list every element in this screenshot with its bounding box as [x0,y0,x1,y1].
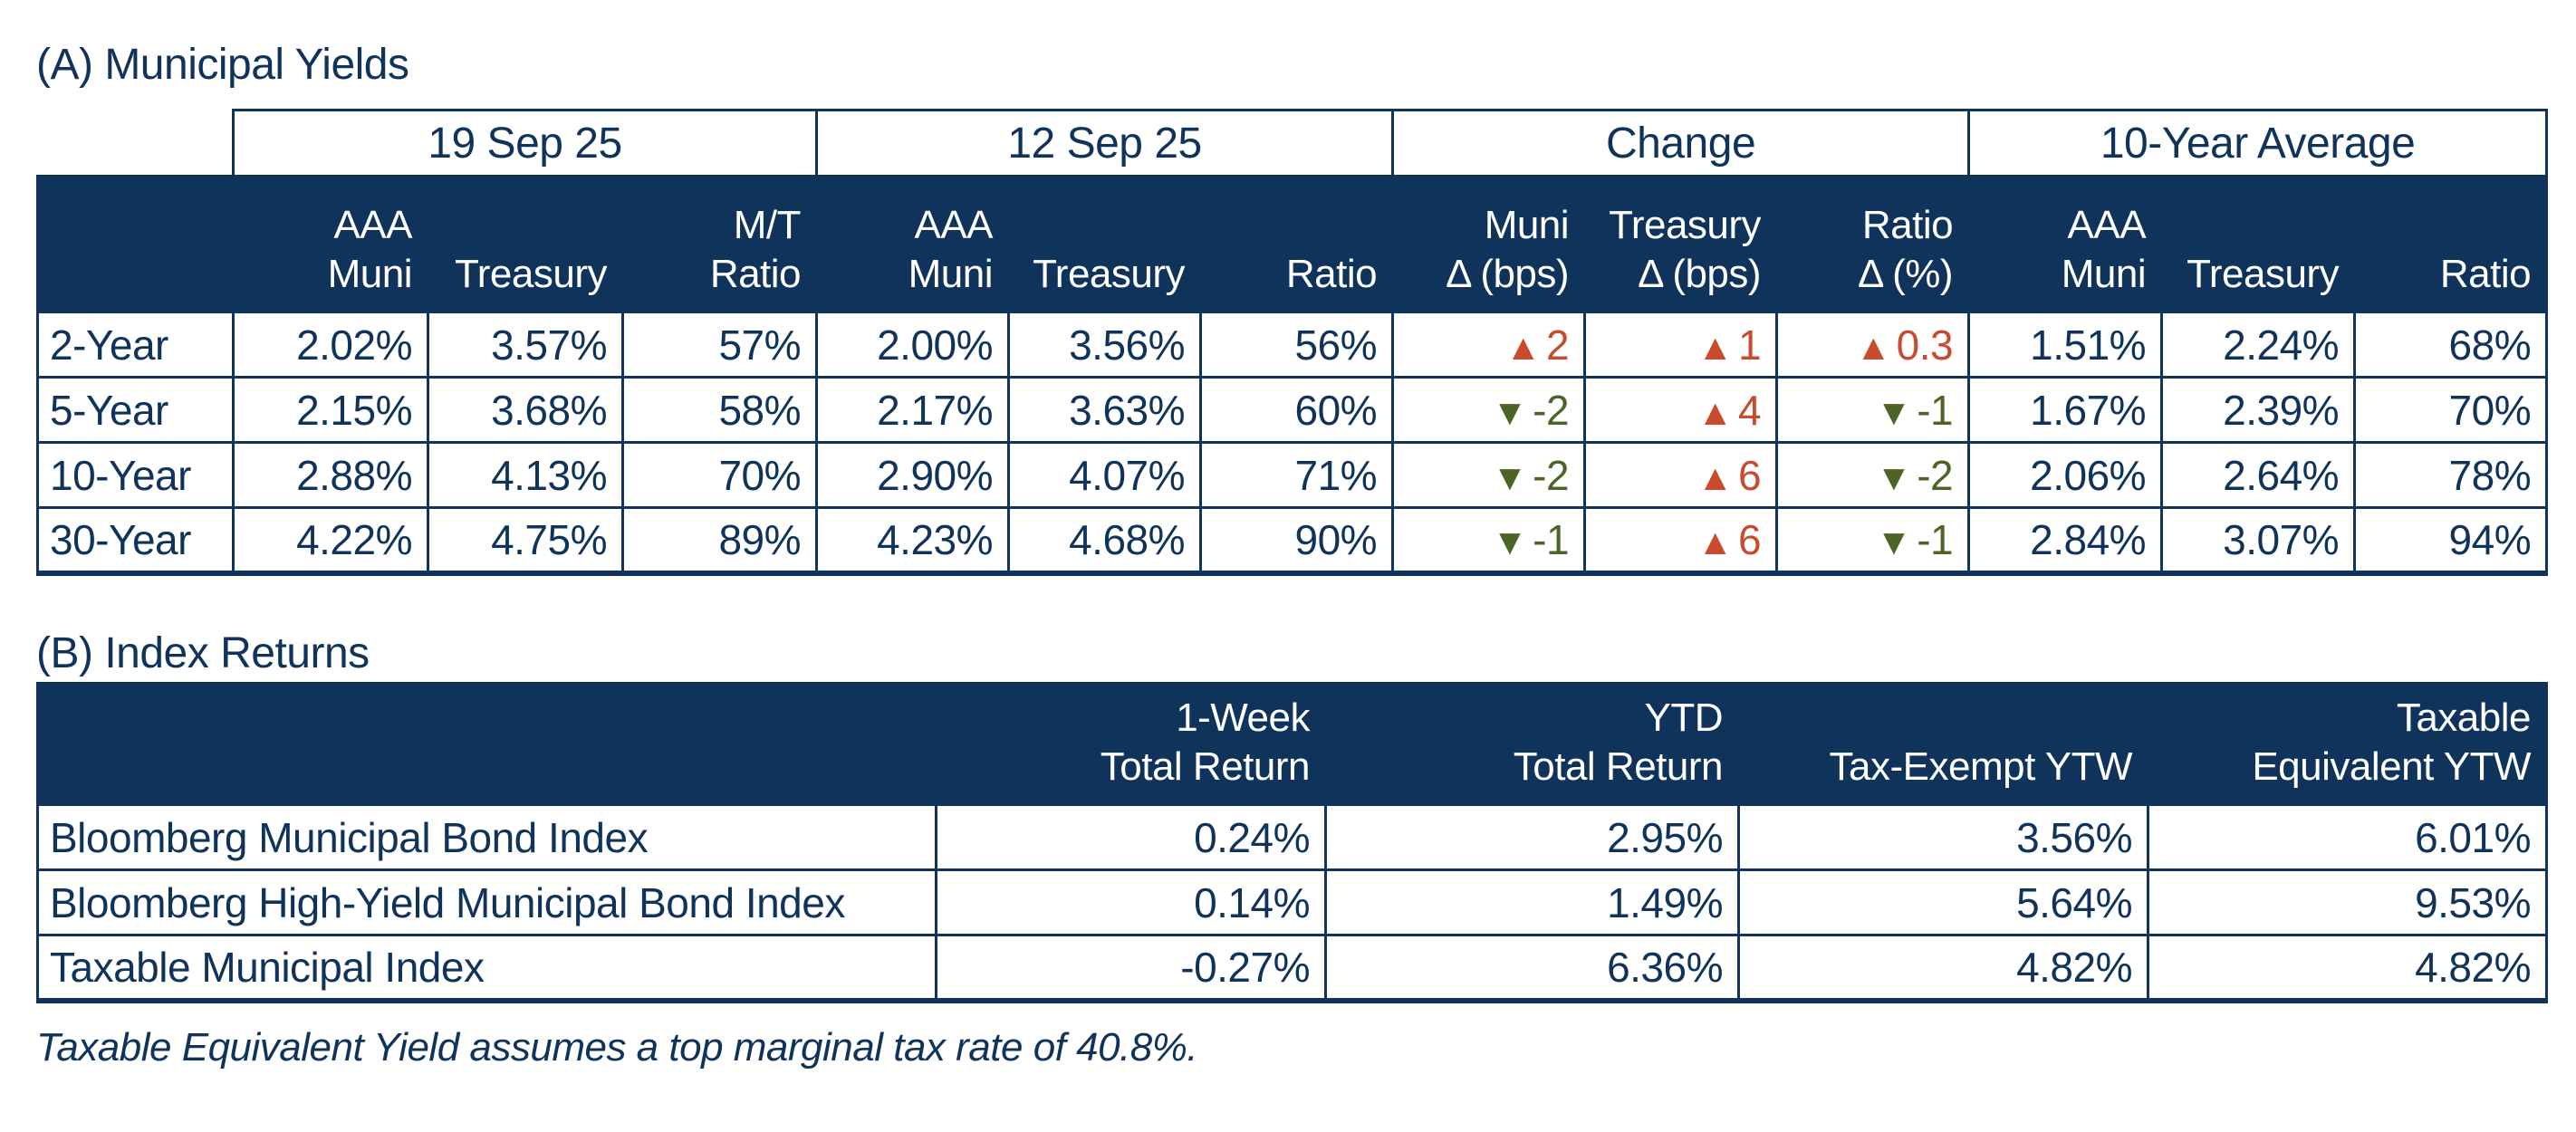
change-cell [1585,443,1777,508]
change-cell [1777,508,1969,573]
column-header-line2: Δ (bps) [1638,252,1762,297]
value-cell: 89% [623,508,817,573]
change-value: -1 [1533,515,1570,563]
column-header-line2: Ratio [709,252,802,297]
change-arrow-icon: ▼ [1492,457,1528,498]
change-arrow-icon: ▲ [1697,457,1733,498]
group-header-change: Change [1393,110,1969,177]
column-header-line1: AAA [333,202,412,247]
column-header-line1: AAA [2067,202,2147,247]
value-cell: 56% [1201,312,1393,378]
column-header-line2: Treasury [1033,252,1186,297]
value-cell: 2.64% [2162,443,2355,508]
column-header-line1: M/T [733,202,802,247]
value-cell: -0.27% [937,935,1326,1001]
column-header [428,177,623,312]
value-cell: 9.53% [2148,870,2547,935]
column-header-line1: Treasury [1609,202,1762,247]
group-header-current-date: 19 Sep 25 [234,110,817,177]
value-cell: 2.95% [1326,805,1739,870]
row-label: Bloomberg High-Yield Municipal Bond Index [38,870,937,935]
change-arrow-icon: ▲ [1697,522,1733,562]
column-header [623,177,817,312]
change-value: 6 [1737,515,1762,563]
column-header-line2: Treasury [2187,252,2340,297]
value-cell: 5.64% [1739,870,2148,935]
column-header [1585,177,1777,312]
column-header-line2: Muni [327,252,412,297]
column-header [1393,177,1585,312]
value-cell: 2.90% [817,443,1009,508]
change-value: -1 [1917,515,1954,563]
table-row [38,935,2547,1001]
change-value: -1 [1917,386,1954,434]
change-cell [1585,312,1777,378]
column-header [2148,684,2547,805]
column-header-line2: Total Return [1513,744,1723,790]
column-header-line1: Ratio [1861,202,1954,247]
value-cell: 2.39% [2162,378,2355,443]
column-header-line2: Treasury [455,252,607,297]
row-label: Bloomberg Municipal Bond Index [38,805,937,870]
column-header [234,177,428,312]
value-cell: 90% [1201,508,1393,573]
value-cell: 4.07% [1009,443,1201,508]
column-header-empty [38,684,937,805]
value-cell: 2.17% [817,378,1009,443]
column-header-line2: Muni [2061,252,2147,297]
column-header-row [38,684,2547,805]
column-header-line2: Ratio [2439,252,2532,297]
value-cell: 58% [623,378,817,443]
value-cell: 2.84% [1969,508,2162,573]
value-cell: 4.23% [817,508,1009,573]
change-arrow-icon: ▼ [1876,457,1912,498]
row-label: Taxable Municipal Index [38,935,937,1001]
column-header-line2: Δ (bps) [1446,252,1570,297]
change-cell [1393,378,1585,443]
value-cell: 6.36% [1326,935,1739,1001]
change-value: -2 [1533,451,1570,499]
change-cell [1393,312,1585,378]
change-arrow-icon: ▼ [1876,522,1912,562]
value-cell: 4.82% [1739,935,2148,1001]
value-cell: 68% [2355,312,2547,378]
column-header [817,177,1009,312]
change-cell [1777,443,1969,508]
change-arrow-icon: ▼ [1492,522,1528,562]
value-cell: 71% [1201,443,1393,508]
column-header [1326,684,1739,805]
value-cell: 4.75% [428,508,623,573]
value-cell: 4.68% [1009,508,1201,573]
column-header [1969,177,2162,312]
change-value: -2 [1917,451,1954,499]
value-cell: 0.24% [937,805,1326,870]
row-label: 5-Year [38,378,234,443]
value-cell: 94% [2355,508,2547,573]
column-header-line1: Muni [1484,202,1570,247]
value-cell: 4.82% [2148,935,2547,1001]
group-header-10yr-average: 10-Year Average [1969,110,2547,177]
value-cell: 3.07% [2162,508,2355,573]
value-cell: 3.57% [428,312,623,378]
change-arrow-icon: ▼ [1876,392,1912,433]
column-header-line1: 1-Week [1176,695,1310,740]
table-row [38,805,2547,870]
change-cell [1777,312,1969,378]
group-header-row [38,110,2547,177]
column-header-line2: Equivalent YTW [2252,744,2531,790]
value-cell: 4.22% [234,508,428,573]
value-cell: 1.49% [1326,870,1739,935]
value-cell: 78% [2355,443,2547,508]
value-cell: 57% [623,312,817,378]
value-cell: 3.56% [1739,805,2148,870]
section-b-title: (B) Index Returns [36,629,370,677]
value-cell: 2.15% [234,378,428,443]
value-cell: 1.67% [1969,378,2162,443]
value-cell: 6.01% [2148,805,2547,870]
change-value: 6 [1737,451,1762,499]
group-header-spacer [38,110,234,177]
table-row [38,508,2547,573]
value-cell: 70% [2355,378,2547,443]
change-arrow-icon: ▼ [1492,392,1528,433]
column-header-empty [38,177,234,312]
row-label: 30-Year [38,508,234,573]
column-header-line1: AAA [914,202,994,247]
change-value: 0.3 [1896,321,1954,369]
row-label: 10-Year [38,443,234,508]
column-header [937,684,1326,805]
column-header-line2: Muni [908,252,994,297]
column-header [2162,177,2355,312]
change-cell [1585,508,1777,573]
column-header-line2: Δ (%) [1857,252,1954,297]
change-value: 1 [1737,321,1762,369]
value-cell: 2.88% [234,443,428,508]
value-cell: 3.68% [428,378,623,443]
section-a-title: (A) Municipal Yields [36,41,409,89]
table-row [38,378,2547,443]
value-cell: 2.02% [234,312,428,378]
change-arrow-icon: ▲ [1697,327,1733,368]
change-value: 4 [1737,386,1762,434]
column-header-row [38,177,2547,312]
change-cell [1585,378,1777,443]
change-arrow-icon: ▲ [1697,392,1733,433]
column-header [1009,177,1201,312]
value-cell: 3.63% [1009,378,1201,443]
column-header-line2: Tax-Exempt YTW [1829,744,2132,790]
column-header-line1: YTD [1644,695,1723,740]
table-row [38,870,2547,935]
change-arrow-icon: ▲ [1855,327,1891,368]
column-header-line2: Total Return [1100,744,1310,790]
change-cell [1393,508,1585,573]
value-cell: 2.06% [1969,443,2162,508]
value-cell: 0.14% [937,870,1326,935]
change-arrow-icon: ▲ [1504,327,1541,368]
value-cell: 4.13% [428,443,623,508]
value-cell: 3.56% [1009,312,1201,378]
column-header-line1: Taxable [2396,695,2531,740]
change-cell [1777,378,1969,443]
column-header-line2: Ratio [1285,252,1378,297]
value-cell: 2.00% [817,312,1009,378]
column-header [1201,177,1393,312]
change-value: -2 [1533,386,1570,434]
group-header-prior-date: 12 Sep 25 [817,110,1393,177]
value-cell: 1.51% [1969,312,2162,378]
change-value: 2 [1545,321,1570,369]
column-header [2355,177,2547,312]
column-header [1739,684,2148,805]
value-cell: 70% [623,443,817,508]
table-row [38,443,2547,508]
column-header [1777,177,1969,312]
value-cell: 2.24% [2162,312,2355,378]
change-cell [1393,443,1585,508]
row-label: 2-Year [38,312,234,378]
footnote: Taxable Equivalent Yield assumes a top marginal tax rate of 40.8%. [36,1025,1198,1070]
index-returns-table [36,682,2548,1003]
value-cell: 60% [1201,378,1393,443]
municipal-yields-table [36,109,2548,576]
table-row [38,312,2547,378]
